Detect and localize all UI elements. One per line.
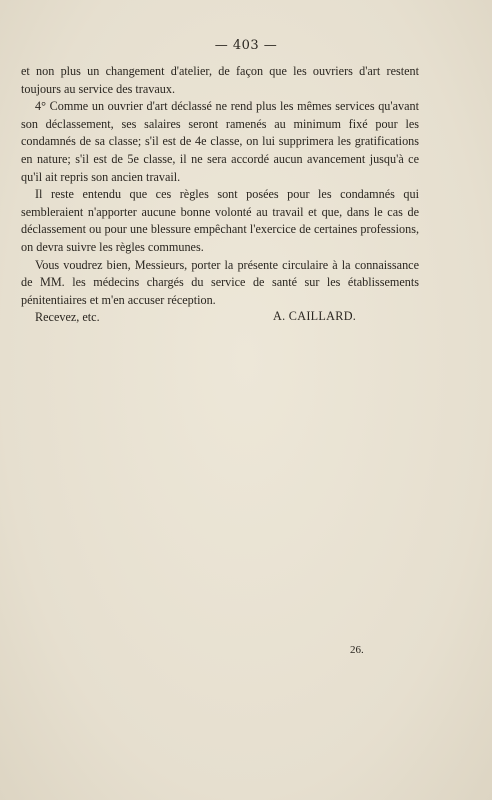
paragraph-4: Vous voudrez bien, Messieurs, porter la présente circulaire à la connaissance de MM. les médecins chargés du service de santé sur les établissements pénitentiaires et m'en accuser réception. (21, 257, 419, 307)
paragraph-1: et non plus un changement d'atelier, de façon que les ouvriers d'art restent toujours au service des travaux. (21, 64, 419, 96)
body-text (21, 63, 419, 327)
page-number: — 403 — (214, 38, 278, 53)
signature-mark: 26. (350, 644, 364, 656)
author-signature: A. CAILLARD. (273, 309, 357, 323)
paragraph-5: Recevez, etc. (35, 310, 100, 325)
paragraph-2: 4° Comme un ouvrier d'art déclassé ne rend plus les mêmes services qu'avant son déclassement, ses salaires seront ramenés au minimum fixé pour les condamnés de sa classe; s'il est de 4e classe, on lui supprimera les gratifications en nature; s'il est de 5e classe, il ne sera accordé aucun avancement jusqu'à ce qu'il ait repris son ancien travail. (21, 99, 419, 184)
paragraph-3: Il reste entendu que ces règles sont posées pour les condamnés qui sembleraient n'apporter aucune bonne volonté au travail et que, dans le cas de déclassement ou pour une blessure empêchant l'exercice de certaines professions, on devra suivre les règles communes. (21, 187, 419, 254)
